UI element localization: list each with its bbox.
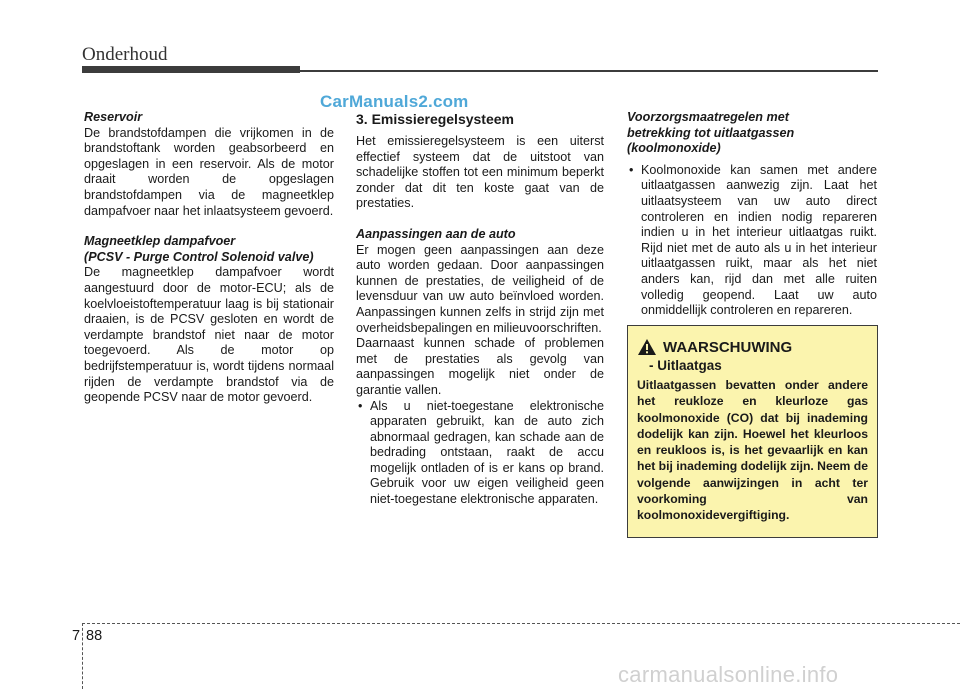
column-3 (627, 110, 877, 319)
warning-box (627, 325, 878, 538)
exhaust-title-line2: betrekking tot uitlaatgassen (627, 125, 795, 140)
modifications-title: Aanpassingen aan de auto (356, 226, 516, 241)
pcsv-title: Magneetklep dampafvoer (84, 234, 236, 249)
list-item: • Als u niet-toegestane elektronische apparaten gebruikt, kan de auto zich abnormaal gedragen, kan schade aan de bedrading ontstaan, raakt de accu mogelijk ontladen of is er kans op brand. Gebruik voor uw eigen veiligheid geen niet-toegestane elektronische apparaten. (356, 399, 604, 508)
footer-dashed-line (82, 623, 960, 624)
column-1 (84, 110, 334, 406)
exhaust-bullets (627, 163, 877, 319)
page-number: 88 (86, 628, 103, 644)
header-bar-thick (82, 66, 300, 73)
warning-body: Uitlaatgassen bevatten onder andere het reukloze en kleurloze gas koolmonoxide (CO) dat bij inademing dodelijk kan zijn. Hoewel het kleurloos en reukloos is, is het gevaarlijk en kan het bij inademing dodelijk zijn. Neem de volgende aanwijzingen in acht ter voorkoming van koolmonoxidevergiftiging. (637, 378, 868, 523)
chapter-number: 7 (72, 628, 81, 644)
header-bar-thin (300, 70, 878, 72)
modifications-para1: Er mogen geen aanpassingen aan deze auto worden gedaan. Door aanpassingen kunnen de prestaties, de veiligheid of de levensduur van uw auto beïnvloed worden. Aanpassingen kunnen zelfs in strijd zijn met overheidsbepalingen en milieuvoorschriften. (356, 242, 604, 335)
watermark-carmanuals2[interactable]: CarManuals2.com (320, 92, 469, 111)
warning-triangle-icon (637, 338, 657, 356)
emission-intro: Het emissieregelsysteem is een uiterst effectief systeem dat de uitstoot van schadelijke stoffen tot een minimum beperkt zonder dat dit ten koste gaat van de prestaties. (356, 134, 604, 211)
pcsv-subtitle: (PCSV - Purge Control Solenoid valve) (84, 249, 314, 264)
modifications-bullets (356, 399, 604, 508)
page-header-title: Onderhoud (82, 44, 168, 65)
exhaust-title-line1: Voorzorgsmaatregelen met (627, 110, 789, 124)
watermark-carmanualsonline[interactable]: carmanualsonline.info (618, 662, 839, 687)
column-2 (356, 110, 604, 508)
warning-subtitle: - Uitlaatgas (649, 358, 722, 373)
pcsv-body: De magneetklep dampafvoer wordt aangestuurd door de motor-ECU; als de koelvloeistoftemperatuur laag is bij stationair draaien, is de PCSV gesloten en wordt de verdampte brandstof niet naar de motor toegevoerd. Als de motor op bedrijfstemperatuur is, wordt tijdens normaal rijden de verdampte brandstof via de geopende PCSV naar de motor gevoerd. (84, 265, 334, 405)
footer-dashed-vertical (82, 623, 83, 689)
reservoir-body: De brandstofdampen die vrijkomen in de brandstoftank worden geabsorbeerd en opgeslagen in een reservoir. Als de motor draait worden de opgeslagen brandstofdampen via de magneetklep dampafvoer naar het inlaatsysteem gevoerd. (84, 125, 334, 218)
exhaust-title-line3: (koolmonoxide) (627, 141, 721, 156)
emission-heading: 3. Emissieregelsysteem (356, 111, 514, 127)
modifications-para2: Daarnaast kunnen schade of problemen met de prestaties als gevolg van aanpassingen mogelijk niet onder de garantie vallen. (356, 336, 604, 397)
warning-title-row (637, 338, 868, 356)
reservoir-title: Reservoir (84, 110, 143, 124)
list-item: • Koolmonoxide kan samen met andere uitlaatgassen aanwezig zijn. Laat het uitlaatsysteem van uw auto direct controleren en indien nodig repareren indien u in het interieur uitlaatgas ruikt. Rijd niet met de auto als u in het interieur uitlaatgassen ruikt, maar als het niet anders kan, rijd dan met alle ruiten volledig geopend. Laat uw auto onmiddellijk controleren en repareren. (627, 163, 877, 319)
warning-title: WAARSCHUWING (663, 338, 793, 356)
